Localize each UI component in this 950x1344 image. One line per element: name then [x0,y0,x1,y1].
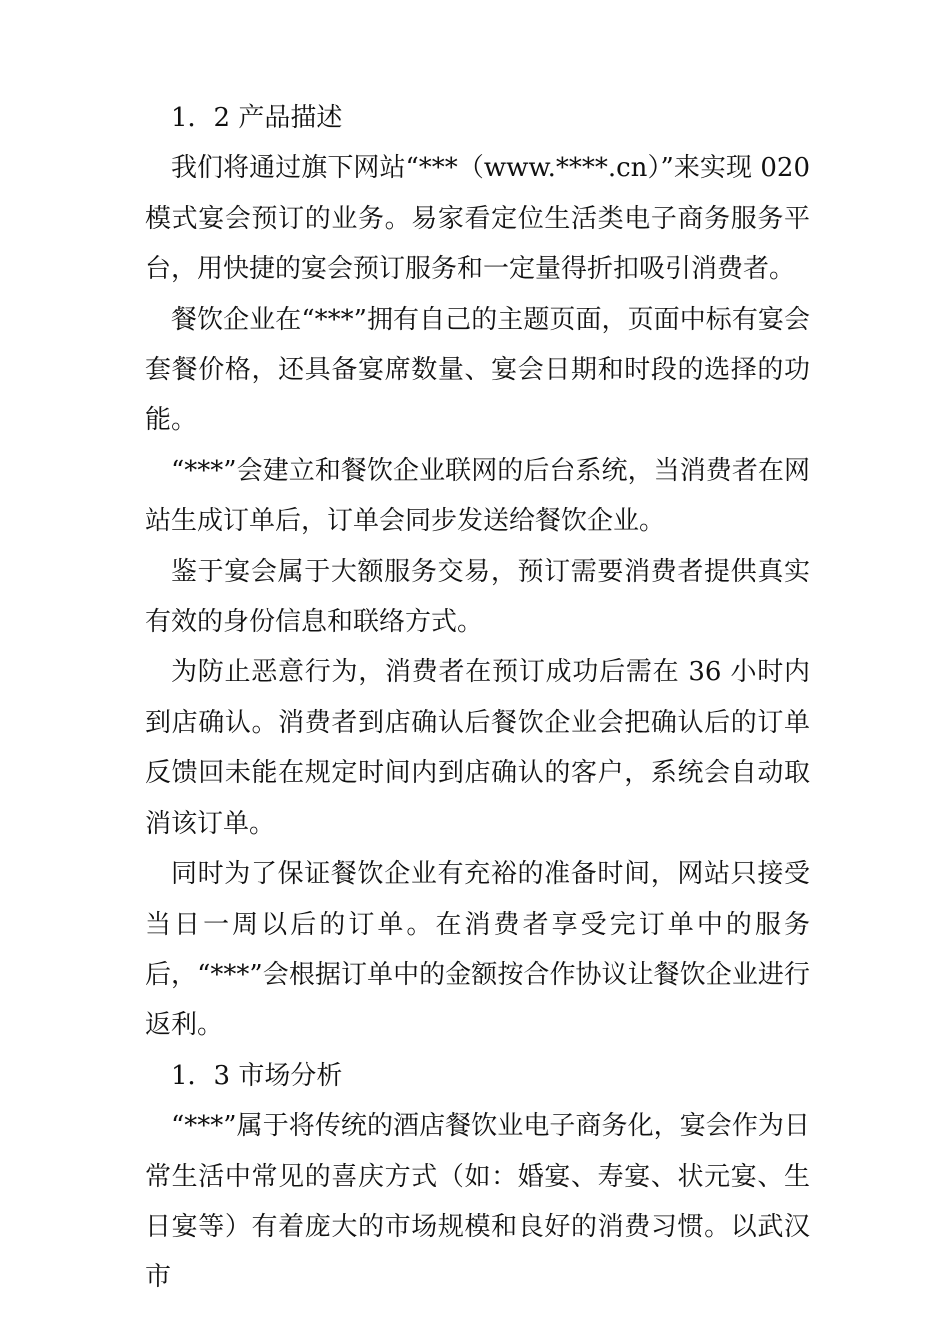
paragraph-order-timing: 同时为了保证餐饮企业有充裕的准备时间，网站只接受当日一周以后的订单。在消费者享受完订单中的服务后，“***”会根据订单中的金额按合作协议让餐饮企业进行返利。 [145,859,810,1041]
paragraph-restaurant-page: 餐饮企业在“***”拥有自己的主题页面，页面中标有宴会套餐价格，还具备宴席数量、宴会日期和时段的选择的功能。 [145,304,810,436]
section-heading-market-analysis: 1．3 市场分析 [171,1060,343,1091]
paragraph-confirmation: 为防止恶意行为，消费者在预订成功后需在 36 小时内到店确认。消费者到店确认后餐饮企业会把确认后的订单反馈回未能在规定时间内到店确认的客户，系统会自动取消该订单。 [145,657,810,839]
paragraph-market-intro: “***”属于将传统的酒店餐饮业电子商务化，宴会作为日常生活中常见的喜庆方式（如：婚宴、寿宴、状元宴、生日宴等）有着庞大的市场规模和良好的消费习惯。以武汉市 [145,1111,810,1293]
section-heading-product-description: 1．2 产品描述 [171,103,343,133]
paragraph-identity-info: 鉴于宴会属于大额服务交易，预订需要消费者提供真实有效的身份信息和联络方式。 [145,556,810,638]
paragraph-website-intro: 我们将通过旗下网站“***（www.****.cn）”来实现 020 模式宴会预订的业务。易家看定位生活类电子商务服务平台，用快捷的宴会预订服务和一定量得折扣吸引消费者。 [145,153,810,285]
paragraph-backend-system: “***”会建立和餐饮企业联网的后台系统，当消费者在网站生成订单后，订单会同步发送给餐饮企业。 [145,455,810,537]
document-body [145,93,810,1303]
